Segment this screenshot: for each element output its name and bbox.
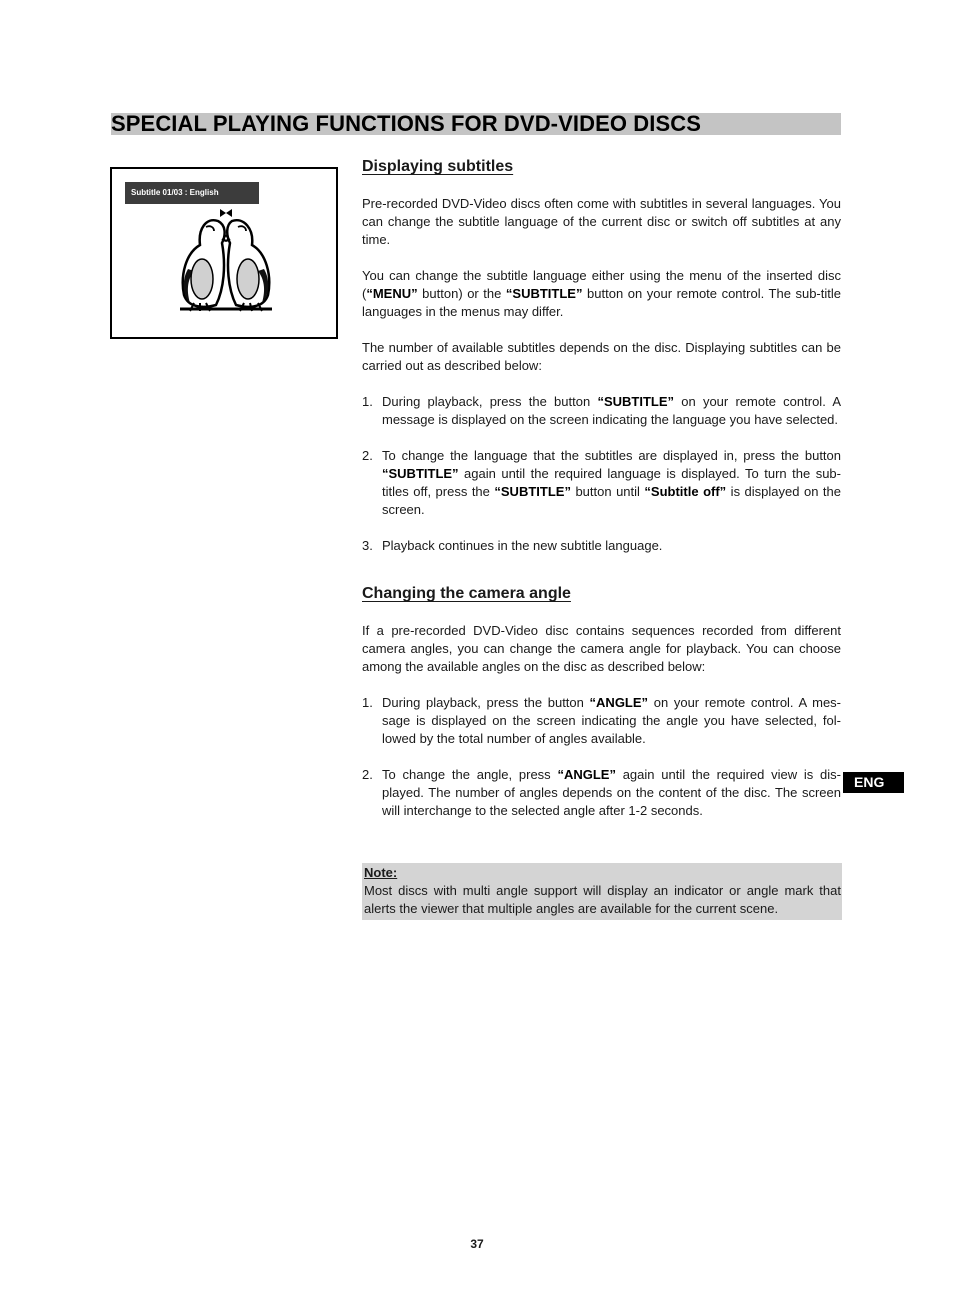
- page-number: 37: [470, 1237, 484, 1251]
- list-item: 1. During playback, press the button “ANGLE” on your remote control. A mes-sage is displayed on the screen indicating the angle you have selected, fol-lowed by the total number of angles available.: [362, 695, 841, 746]
- lovebirds-picture: [176, 209, 276, 319]
- paragraph: Pre-recorded DVD-Video discs often come with subtitles in several languages. You can change the subtitle language of the current disc or switch off subtitles at any time.: [362, 196, 841, 247]
- paragraph: The number of available subtitles depends on the disc. Displaying subtitles can be carried out as described below:: [362, 340, 841, 373]
- list-item: 1. During playback, press the button “SUBTITLE” on your remote control. A message is displayed on the screen indicating the language you have selected.: [362, 394, 842, 427]
- list-item: 2. To change the language that the subtitles are displayed in, press the button “SUBTITLE” again until the required language is displayed. To turn the sub-titles off, press the “SUBTITLE” button until “Subtitle off” is displayed on the screen.: [362, 448, 841, 517]
- page-title: SPECIAL PLAYING FUNCTIONS FOR DVD-VIDEO DISCS: [111, 111, 702, 136]
- note-text: Most discs with multi angle support will display an indicator or angle mark that alerts the viewer that multiple angles are available for the current scene.: [364, 883, 841, 916]
- list-item: 2. To change the angle, press “ANGLE” again until the required view is dis-played. The number of angles depends on the content of the disc. The screen will interchange to the selected angle after 1-2 seconds.: [362, 767, 841, 818]
- paragraph: You can change the subtitle language either using the menu of the inserted disc (“MENU” button) or the “SUBTITLE” button on your remote control. The sub-title languages in the menus may differ.: [362, 268, 841, 319]
- subtitle-illustration: [110, 167, 338, 339]
- heading-camera-angle: Changing the camera angle: [362, 585, 571, 602]
- heading-displaying-subtitles: Displaying subtitles: [362, 158, 514, 175]
- subtitle-osd-label: Subtitle 01/03 : English: [125, 182, 259, 204]
- list-item: 3. Playback continues in the new subtitle language.: [362, 538, 663, 553]
- main-text: [362, 155, 841, 820]
- language-tab: ENG: [843, 772, 904, 793]
- paragraph: If a pre-recorded DVD-Video disc contains sequences recorded from different camera angles, you can change the camera angle for playback. You can choose among the available angles on the disc as described below:: [362, 623, 841, 674]
- page-title-bar: [111, 113, 841, 135]
- note-label: Note:: [364, 865, 398, 880]
- note-box: [362, 863, 842, 920]
